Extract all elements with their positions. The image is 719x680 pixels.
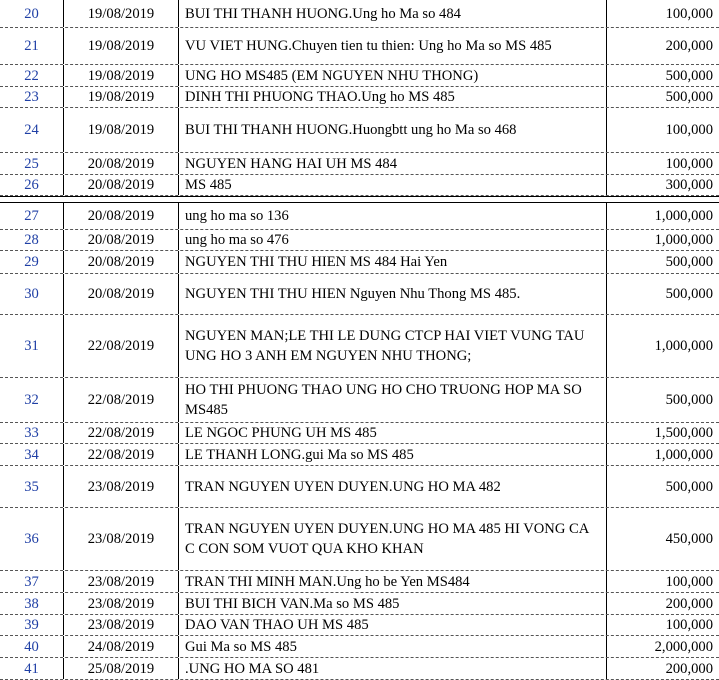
row-number xyxy=(0,615,64,635)
table-row xyxy=(0,315,719,378)
transaction-date-text: 23/08/2019 xyxy=(87,595,155,612)
transaction-date xyxy=(64,636,179,657)
table-row xyxy=(0,423,719,444)
table-row xyxy=(0,571,719,593)
transaction-date xyxy=(64,230,179,250)
table-row xyxy=(0,508,719,571)
transaction-description-text: BUI THI THANH HUONG.Huongbtt ung ho Ma so 468 xyxy=(185,122,517,138)
row-number xyxy=(0,636,64,657)
transaction-amount xyxy=(607,658,719,679)
table-row xyxy=(0,175,719,196)
transaction-description-text: Gui Ma so MS 485 xyxy=(185,638,297,655)
transaction-description-text: VU VIET HUNG.Chuyen tien tu thien: Ung ho Ma so MS 485 xyxy=(185,38,552,54)
transaction-description xyxy=(179,251,607,273)
transaction-date-text: 19/08/2019 xyxy=(87,38,155,54)
transaction-date xyxy=(64,251,179,273)
transaction-amount xyxy=(607,615,719,635)
row-number xyxy=(0,315,64,377)
table-row xyxy=(0,378,719,423)
row-number-text: 32 xyxy=(24,392,39,408)
transaction-amount xyxy=(607,508,719,570)
transaction-date xyxy=(64,423,179,443)
transaction-date xyxy=(64,658,179,679)
transaction-amount-text: 1,000,000 xyxy=(654,338,713,354)
row-number xyxy=(0,108,64,152)
table-row xyxy=(0,274,719,315)
transaction-description xyxy=(179,571,607,592)
transaction-amount-text: 1,000,000 xyxy=(654,232,713,248)
transaction-amount-text: 1,000,000 xyxy=(654,446,713,463)
row-number xyxy=(0,466,64,507)
table-row xyxy=(0,230,719,251)
transaction-date-text: 20/08/2019 xyxy=(87,177,155,193)
transaction-amount-text: 500,000 xyxy=(665,286,713,302)
transaction-amount xyxy=(607,28,719,64)
transaction-amount-text: 500,000 xyxy=(665,89,713,105)
row-number xyxy=(0,65,64,86)
transaction-amount-text: 100,000 xyxy=(665,617,713,633)
table-row xyxy=(0,65,719,87)
transaction-date xyxy=(64,508,179,570)
row-number-text: 25 xyxy=(24,155,39,172)
transaction-description-text: LE THANH LONG.gui Ma so MS 485 xyxy=(185,446,414,463)
transaction-amount xyxy=(607,466,719,507)
transaction-date xyxy=(64,28,179,64)
transaction-description-text: DAO VAN THAO UH MS 485 xyxy=(185,617,369,633)
row-number xyxy=(0,658,64,679)
table-section-gap xyxy=(0,196,719,203)
transaction-date-text: 23/08/2019 xyxy=(87,573,155,590)
transaction-amount xyxy=(607,0,719,27)
transaction-description xyxy=(179,203,607,229)
transaction-description-text: NGUYEN HANG HAI UH MS 484 xyxy=(185,155,398,172)
row-number-text: 39 xyxy=(24,617,39,633)
table-row xyxy=(0,636,719,658)
transaction-amount-text: 500,000 xyxy=(665,478,713,495)
transaction-amount-text: 100,000 xyxy=(665,573,713,590)
table-row xyxy=(0,444,719,466)
transaction-date-text: 20/08/2019 xyxy=(87,232,155,248)
transaction-description-text: TRAN NGUYEN UYEN DUYEN.UNG HO MA 485 HI VONG CA C CON SOM VUOT QUA KHO KHAN xyxy=(185,521,589,557)
transaction-date-text: 25/08/2019 xyxy=(87,660,155,677)
table-row xyxy=(0,251,719,274)
transaction-amount-text: 1,000,000 xyxy=(654,208,713,224)
transaction-description-text: NGUYEN THI THU HIEN MS 484 Hai Yen xyxy=(185,254,448,270)
transaction-amount-text: 200,000 xyxy=(665,595,713,612)
transaction-amount-text: 450,000 xyxy=(665,531,713,547)
transaction-amount xyxy=(607,593,719,614)
transaction-description-text: BUI THI THANH HUONG.Ung ho Ma so 484 xyxy=(185,5,461,22)
table-row xyxy=(0,466,719,508)
transaction-date xyxy=(64,108,179,152)
row-number xyxy=(0,87,64,107)
transaction-date-text: 20/08/2019 xyxy=(87,286,155,302)
table-row xyxy=(0,108,719,153)
transaction-amount-text: 300,000 xyxy=(665,177,713,193)
transaction-date-text: 19/08/2019 xyxy=(87,67,155,84)
transaction-description xyxy=(179,615,607,635)
table-row xyxy=(0,153,719,175)
transaction-amount-text: 200,000 xyxy=(665,38,713,54)
row-number-text: 34 xyxy=(24,446,39,463)
transaction-description-text: NGUYEN THI THU HIEN Nguyen Nhu Thong MS 485. xyxy=(185,286,521,302)
table-row xyxy=(0,593,719,615)
row-number-text: 38 xyxy=(24,595,39,612)
row-number xyxy=(0,251,64,273)
transaction-amount xyxy=(607,251,719,273)
row-number-text: 29 xyxy=(24,254,39,270)
transaction-description-text: TRAN THI MINH MAN.Ung ho be Yen MS484 xyxy=(185,573,470,590)
transaction-description-text: LE NGOC PHUNG UH MS 485 xyxy=(185,425,377,441)
transaction-date xyxy=(64,274,179,314)
transaction-date-text: 20/08/2019 xyxy=(87,208,155,224)
row-number xyxy=(0,28,64,64)
transaction-date xyxy=(64,571,179,592)
row-number xyxy=(0,175,64,195)
transaction-amount-text: 100,000 xyxy=(665,5,713,22)
transaction-date xyxy=(64,203,179,229)
row-number-text: 26 xyxy=(24,177,39,193)
row-number xyxy=(0,274,64,314)
transaction-description-text: HO THI PHUONG THAO UNG HO CHO TRUONG HOP MA SO MS485 xyxy=(185,382,582,418)
table-row xyxy=(0,28,719,65)
transaction-amount-text: 100,000 xyxy=(665,155,713,172)
transaction-description-text: .UNG HO MA SO 481 xyxy=(185,660,320,677)
transaction-description-text: DINH THI PHUONG THAO.Ung ho MS 485 xyxy=(185,89,455,105)
transaction-amount xyxy=(607,636,719,657)
transaction-amount xyxy=(607,175,719,195)
transaction-date xyxy=(64,315,179,377)
row-number xyxy=(0,153,64,174)
row-number-text: 36 xyxy=(24,531,39,547)
row-number xyxy=(0,0,64,27)
row-number-text: 31 xyxy=(24,338,39,354)
transaction-description xyxy=(179,444,607,465)
transaction-amount-text: 1,500,000 xyxy=(654,425,713,441)
transaction-amount xyxy=(607,87,719,107)
transaction-description xyxy=(179,175,607,195)
transaction-description-text: MS 485 xyxy=(185,177,232,193)
transaction-date xyxy=(64,87,179,107)
row-number-text: 35 xyxy=(24,478,39,495)
row-number-text: 22 xyxy=(24,67,39,84)
transaction-amount xyxy=(607,203,719,229)
transaction-description xyxy=(179,87,607,107)
transaction-date-text: 19/08/2019 xyxy=(87,5,155,22)
transaction-date xyxy=(64,466,179,507)
transaction-date-text: 24/08/2019 xyxy=(87,638,155,655)
transaction-description-text: ung ho ma so 136 xyxy=(185,208,289,224)
transaction-description xyxy=(179,378,607,422)
row-number xyxy=(0,230,64,250)
row-number xyxy=(0,593,64,614)
transaction-description-text: ung ho ma so 476 xyxy=(185,232,289,248)
transaction-date-text: 22/08/2019 xyxy=(87,425,155,441)
transaction-amount xyxy=(607,444,719,465)
row-number xyxy=(0,571,64,592)
row-number-text: 30 xyxy=(24,286,39,302)
transaction-amount xyxy=(607,571,719,592)
transaction-amount xyxy=(607,230,719,250)
transaction-amount-text: 200,000 xyxy=(665,660,713,677)
transaction-date xyxy=(64,593,179,614)
row-number xyxy=(0,423,64,443)
transaction-date-text: 20/08/2019 xyxy=(87,155,155,172)
transaction-date xyxy=(64,615,179,635)
transaction-date-text: 19/08/2019 xyxy=(87,89,155,105)
row-number-text: 21 xyxy=(24,38,39,54)
row-number-text: 24 xyxy=(24,122,39,138)
transaction-amount-text: 500,000 xyxy=(665,67,713,84)
transaction-description xyxy=(179,0,607,27)
transaction-description xyxy=(179,658,607,679)
transaction-description xyxy=(179,274,607,314)
row-number-text: 40 xyxy=(24,638,39,655)
transaction-description-text: UNG HO MS485 (EM NGUYEN NHU THONG) xyxy=(185,67,479,84)
transaction-description xyxy=(179,315,607,377)
transaction-date-text: 23/08/2019 xyxy=(87,478,155,495)
transaction-date-text: 20/08/2019 xyxy=(87,254,155,270)
transaction-date xyxy=(64,0,179,27)
transaction-date xyxy=(64,65,179,86)
transaction-description xyxy=(179,466,607,507)
row-number xyxy=(0,508,64,570)
table-row xyxy=(0,87,719,108)
transaction-date xyxy=(64,378,179,422)
transaction-date-text: 23/08/2019 xyxy=(87,617,155,633)
transaction-description-text: NGUYEN MAN;LE THI LE DUNG CTCP HAI VIET VUNG TAU UNG HO 3 ANH EM NGUYEN NHU THONG; xyxy=(185,328,585,364)
transaction-amount xyxy=(607,65,719,86)
transaction-description xyxy=(179,28,607,64)
transaction-description xyxy=(179,593,607,614)
transaction-amount-text: 500,000 xyxy=(665,392,713,408)
row-number-text: 33 xyxy=(24,425,39,441)
transaction-date-text: 22/08/2019 xyxy=(87,446,155,463)
transaction-date-text: 22/08/2019 xyxy=(87,338,155,354)
table-row xyxy=(0,203,719,230)
transaction-description-text: TRAN NGUYEN UYEN DUYEN.UNG HO MA 482 xyxy=(185,478,501,495)
row-number xyxy=(0,203,64,229)
transaction-date-text: 23/08/2019 xyxy=(87,531,155,547)
row-number xyxy=(0,378,64,422)
transaction-description xyxy=(179,508,607,570)
transaction-description xyxy=(179,65,607,86)
row-number-text: 41 xyxy=(24,660,39,677)
row-number-text: 37 xyxy=(24,573,39,590)
transaction-date xyxy=(64,153,179,174)
row-number-text: 27 xyxy=(24,208,39,224)
transaction-description xyxy=(179,423,607,443)
row-number-text: 28 xyxy=(24,232,39,248)
transaction-amount xyxy=(607,153,719,174)
transaction-amount xyxy=(607,108,719,152)
transaction-date-text: 22/08/2019 xyxy=(87,392,155,408)
transaction-amount xyxy=(607,423,719,443)
transaction-amount-text: 100,000 xyxy=(665,122,713,138)
transaction-description-text: BUI THI BICH VAN.Ma so MS 485 xyxy=(185,595,400,612)
transaction-amount xyxy=(607,274,719,314)
row-number xyxy=(0,444,64,465)
row-number-text: 20 xyxy=(24,5,39,22)
table-row xyxy=(0,615,719,636)
transaction-date-text: 19/08/2019 xyxy=(87,122,155,138)
row-number-text: 23 xyxy=(24,89,39,105)
transaction-description xyxy=(179,153,607,174)
transaction-amount xyxy=(607,378,719,422)
table-row xyxy=(0,0,719,28)
transaction-date xyxy=(64,444,179,465)
transaction-description xyxy=(179,636,607,657)
transaction-description xyxy=(179,108,607,152)
transaction-description xyxy=(179,230,607,250)
transaction-amount xyxy=(607,315,719,377)
transaction-date xyxy=(64,175,179,195)
transaction-amount-text: 500,000 xyxy=(665,254,713,270)
transaction-amount-text: 2,000,000 xyxy=(654,638,713,655)
